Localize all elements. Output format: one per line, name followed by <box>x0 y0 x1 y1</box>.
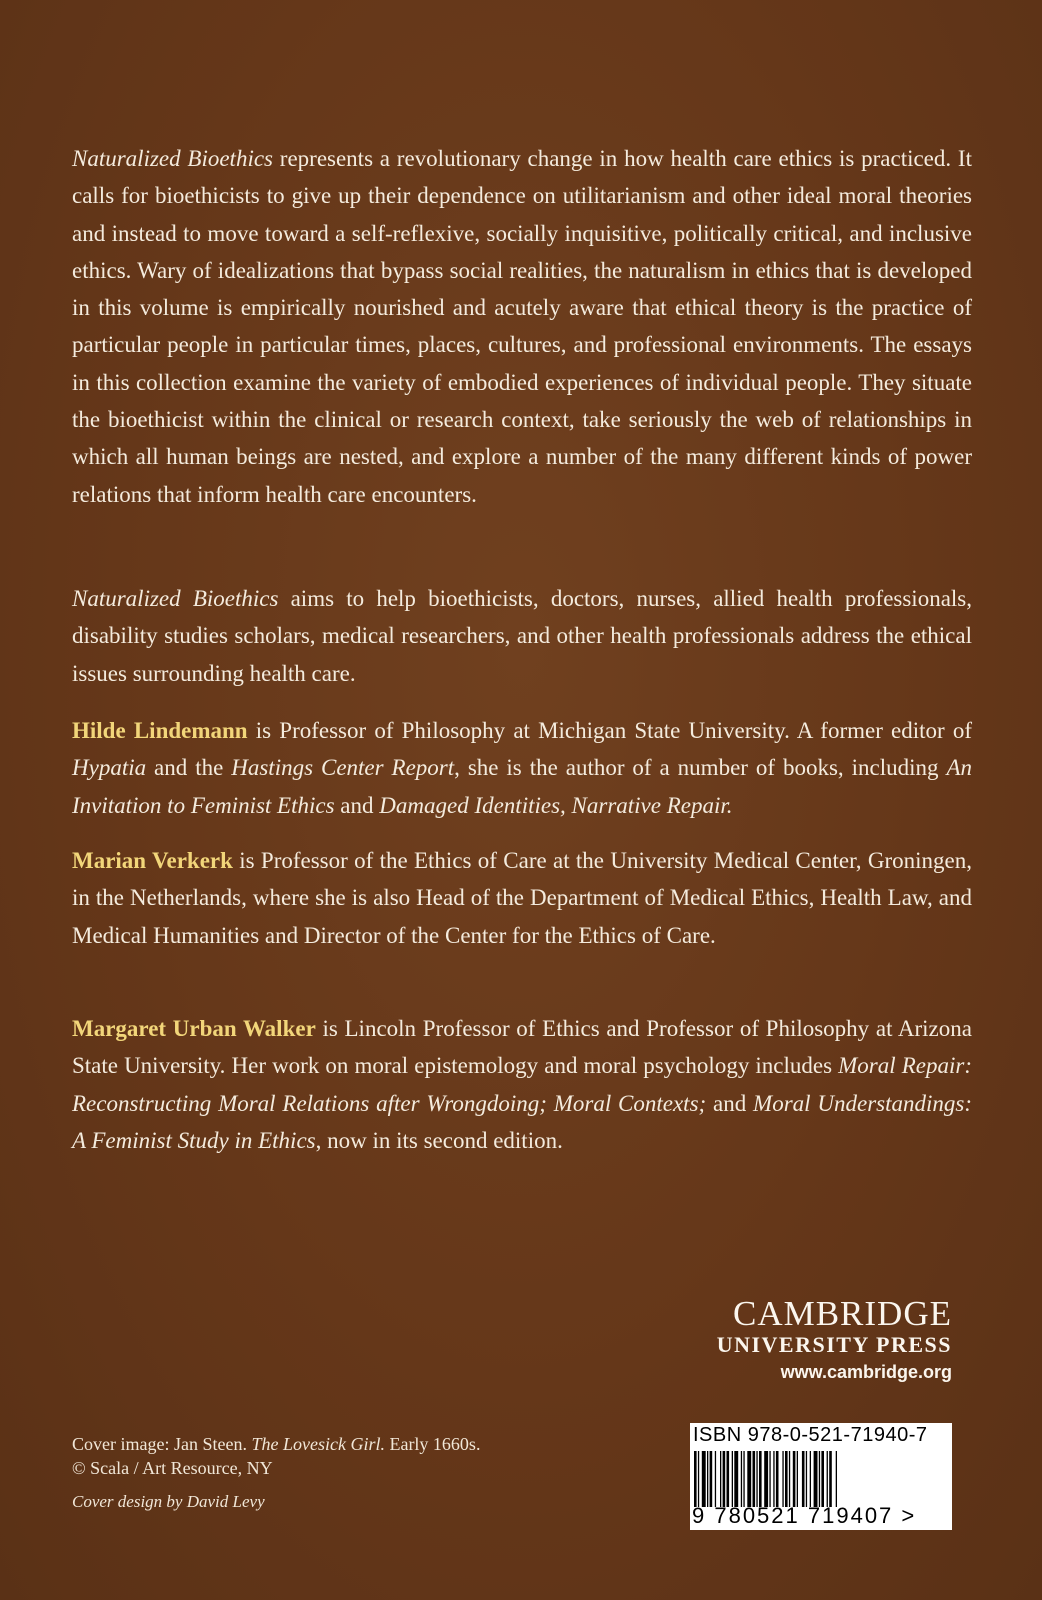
bio-title: Damaged Identities, Narrative Repair. <box>379 792 733 818</box>
barcode-bar <box>773 1451 774 1507</box>
author-name: Margaret Urban Walker <box>72 1016 316 1041</box>
barcode-bar <box>710 1451 713 1507</box>
credit-text: Cover image: Jan Steen. <box>72 1434 252 1454</box>
barcode-bar <box>776 1451 779 1507</box>
blurb-paragraph-1 <box>72 140 972 513</box>
barcode-bar <box>715 1451 716 1507</box>
barcode-bar <box>741 1451 742 1507</box>
bio-text: is Professor of the Ethics of Care at the University Medical Center, Groningen, in the Netherlands, where she is also Head of the Department of Medical Ethics, Health Law, and Medical Humanities and Director of the Center for the Ethics of Care. <box>72 848 972 948</box>
copyright-line: © Scala / Art Resource, NY <box>72 1458 273 1478</box>
cover-image-line <box>72 1432 480 1456</box>
book-title: Naturalized Bioethics <box>72 586 279 611</box>
barcode-bar <box>743 1451 744 1507</box>
barcode-bar <box>723 1451 726 1507</box>
book-title: Naturalized Bioethics <box>72 146 273 171</box>
isbn-label: ISBN 978-0-521-71940-7 <box>693 1424 928 1446</box>
barcode-bars <box>694 1451 946 1507</box>
barcode-bar <box>759 1451 762 1507</box>
bio-text: and <box>334 792 380 818</box>
publisher-subtitle: UNIVERSITY PRESS <box>716 1332 952 1357</box>
barcode-bar <box>836 1451 837 1507</box>
bio-title: Moral Understandings: A Feminist Study in Ethics <box>72 1090 972 1153</box>
barcode-bar <box>785 1451 788 1507</box>
painting-title: The Lovesick Girl. <box>251 1434 385 1454</box>
barcode-bar <box>753 1451 756 1507</box>
barcode-bar <box>756 1451 757 1507</box>
author-bio-lindemann <box>72 712 972 824</box>
barcode-bar <box>802 1451 805 1507</box>
publisher-name: CAMBRIDGE <box>732 1294 952 1333</box>
bio-text: and <box>706 1090 754 1116</box>
author-name: Marian Verkerk <box>72 848 233 873</box>
barcode-bar <box>782 1451 783 1507</box>
barcode-bar <box>764 1451 768 1507</box>
bio-title: An Invitation to Feminist Ethics <box>72 755 972 818</box>
barcode-digits: 9 780521 719407 > <box>692 1503 917 1528</box>
bio-title: Hypatia <box>72 755 147 781</box>
barcode-bar <box>747 1451 751 1507</box>
bio-text: , now in its second edition. <box>315 1127 563 1153</box>
barcode-bar <box>694 1451 697 1507</box>
barcode-bar <box>734 1451 738 1507</box>
barcode-bar <box>698 1451 699 1507</box>
bio-title: Moral Repair: Reconstructing Moral Relations after Wrongdoing; Moral Contexts; <box>72 1053 972 1116</box>
cover-image-credit <box>72 1432 480 1480</box>
barcode-bar <box>821 1451 824 1507</box>
barcode-bar <box>702 1451 706 1507</box>
author-bio-walker <box>72 1010 972 1159</box>
barcode-bar <box>707 1451 708 1507</box>
blurb-text: represents a revolutionary change in how health care ethics is practiced. It calls for bioethicists to give up their dependence on utilitarianism and other ideal moral theories and instead to move toward a self-reflexive, socially inquisitive, politically critical, and inclusive ethics. Wary of idealizations that bypass social realities, the naturalism in ethics that is developed in this volume is empirically nourished and acutely aware that ethical theory is the practice of particular people in particular times, places, cultures, and professional environments. The essays in this collection examine the variety of embodied experiences of individual people. They situate the bioethicist within the clinical or research context, take seriously the web of relationships in which all human beings are nested, and explore a number of the many different kinds of power relations that inform health care encounters. <box>72 146 972 507</box>
author-bio-verkerk <box>72 842 972 954</box>
barcode-bar <box>793 1451 796 1507</box>
blurb-paragraph-2 <box>72 580 972 692</box>
publisher-url: www.cambridge.org <box>780 1362 952 1382</box>
barcode-bar <box>797 1451 798 1507</box>
barcode-bar <box>806 1451 807 1507</box>
bio-text: is Professor of Philosophy at Michigan State University. A former editor of <box>247 718 973 743</box>
author-name: Hilde Lindemann <box>72 718 248 743</box>
barcode-bar <box>789 1451 790 1507</box>
bio-text: is Lincoln Professor of Ethics and Professor of Philosophy at Arizona State University. Her work on moral epistemology and moral psychology includes <box>72 1016 972 1079</box>
bio-text: , she is the author of a number of books, including <box>454 755 947 781</box>
barcode-bar <box>819 1451 820 1507</box>
barcode-bar <box>769 1451 770 1507</box>
bio-text: and the <box>146 755 232 781</box>
cover-design-credit: Cover design by David Levy <box>72 1492 265 1511</box>
barcode-bar <box>720 1451 721 1507</box>
blurb-text: aims to help bioethicists, doctors, nurses, allied health professionals, disability studies scholars, medical researchers, and other health professionals address the ethical issues surrounding health care. <box>72 586 972 686</box>
barcode-bar <box>810 1451 811 1507</box>
barcode-bar <box>732 1451 733 1507</box>
bio-title: Hastings Center Report <box>231 755 455 781</box>
barcode-bar <box>727 1451 730 1507</box>
barcode-bar <box>827 1451 828 1507</box>
publisher-logo <box>716 1294 952 1385</box>
barcode-bar <box>814 1451 818 1507</box>
barcode-bar <box>829 1451 832 1507</box>
isbn-barcode <box>690 1423 952 1530</box>
credit-text: Early 1660s. <box>384 1434 481 1454</box>
